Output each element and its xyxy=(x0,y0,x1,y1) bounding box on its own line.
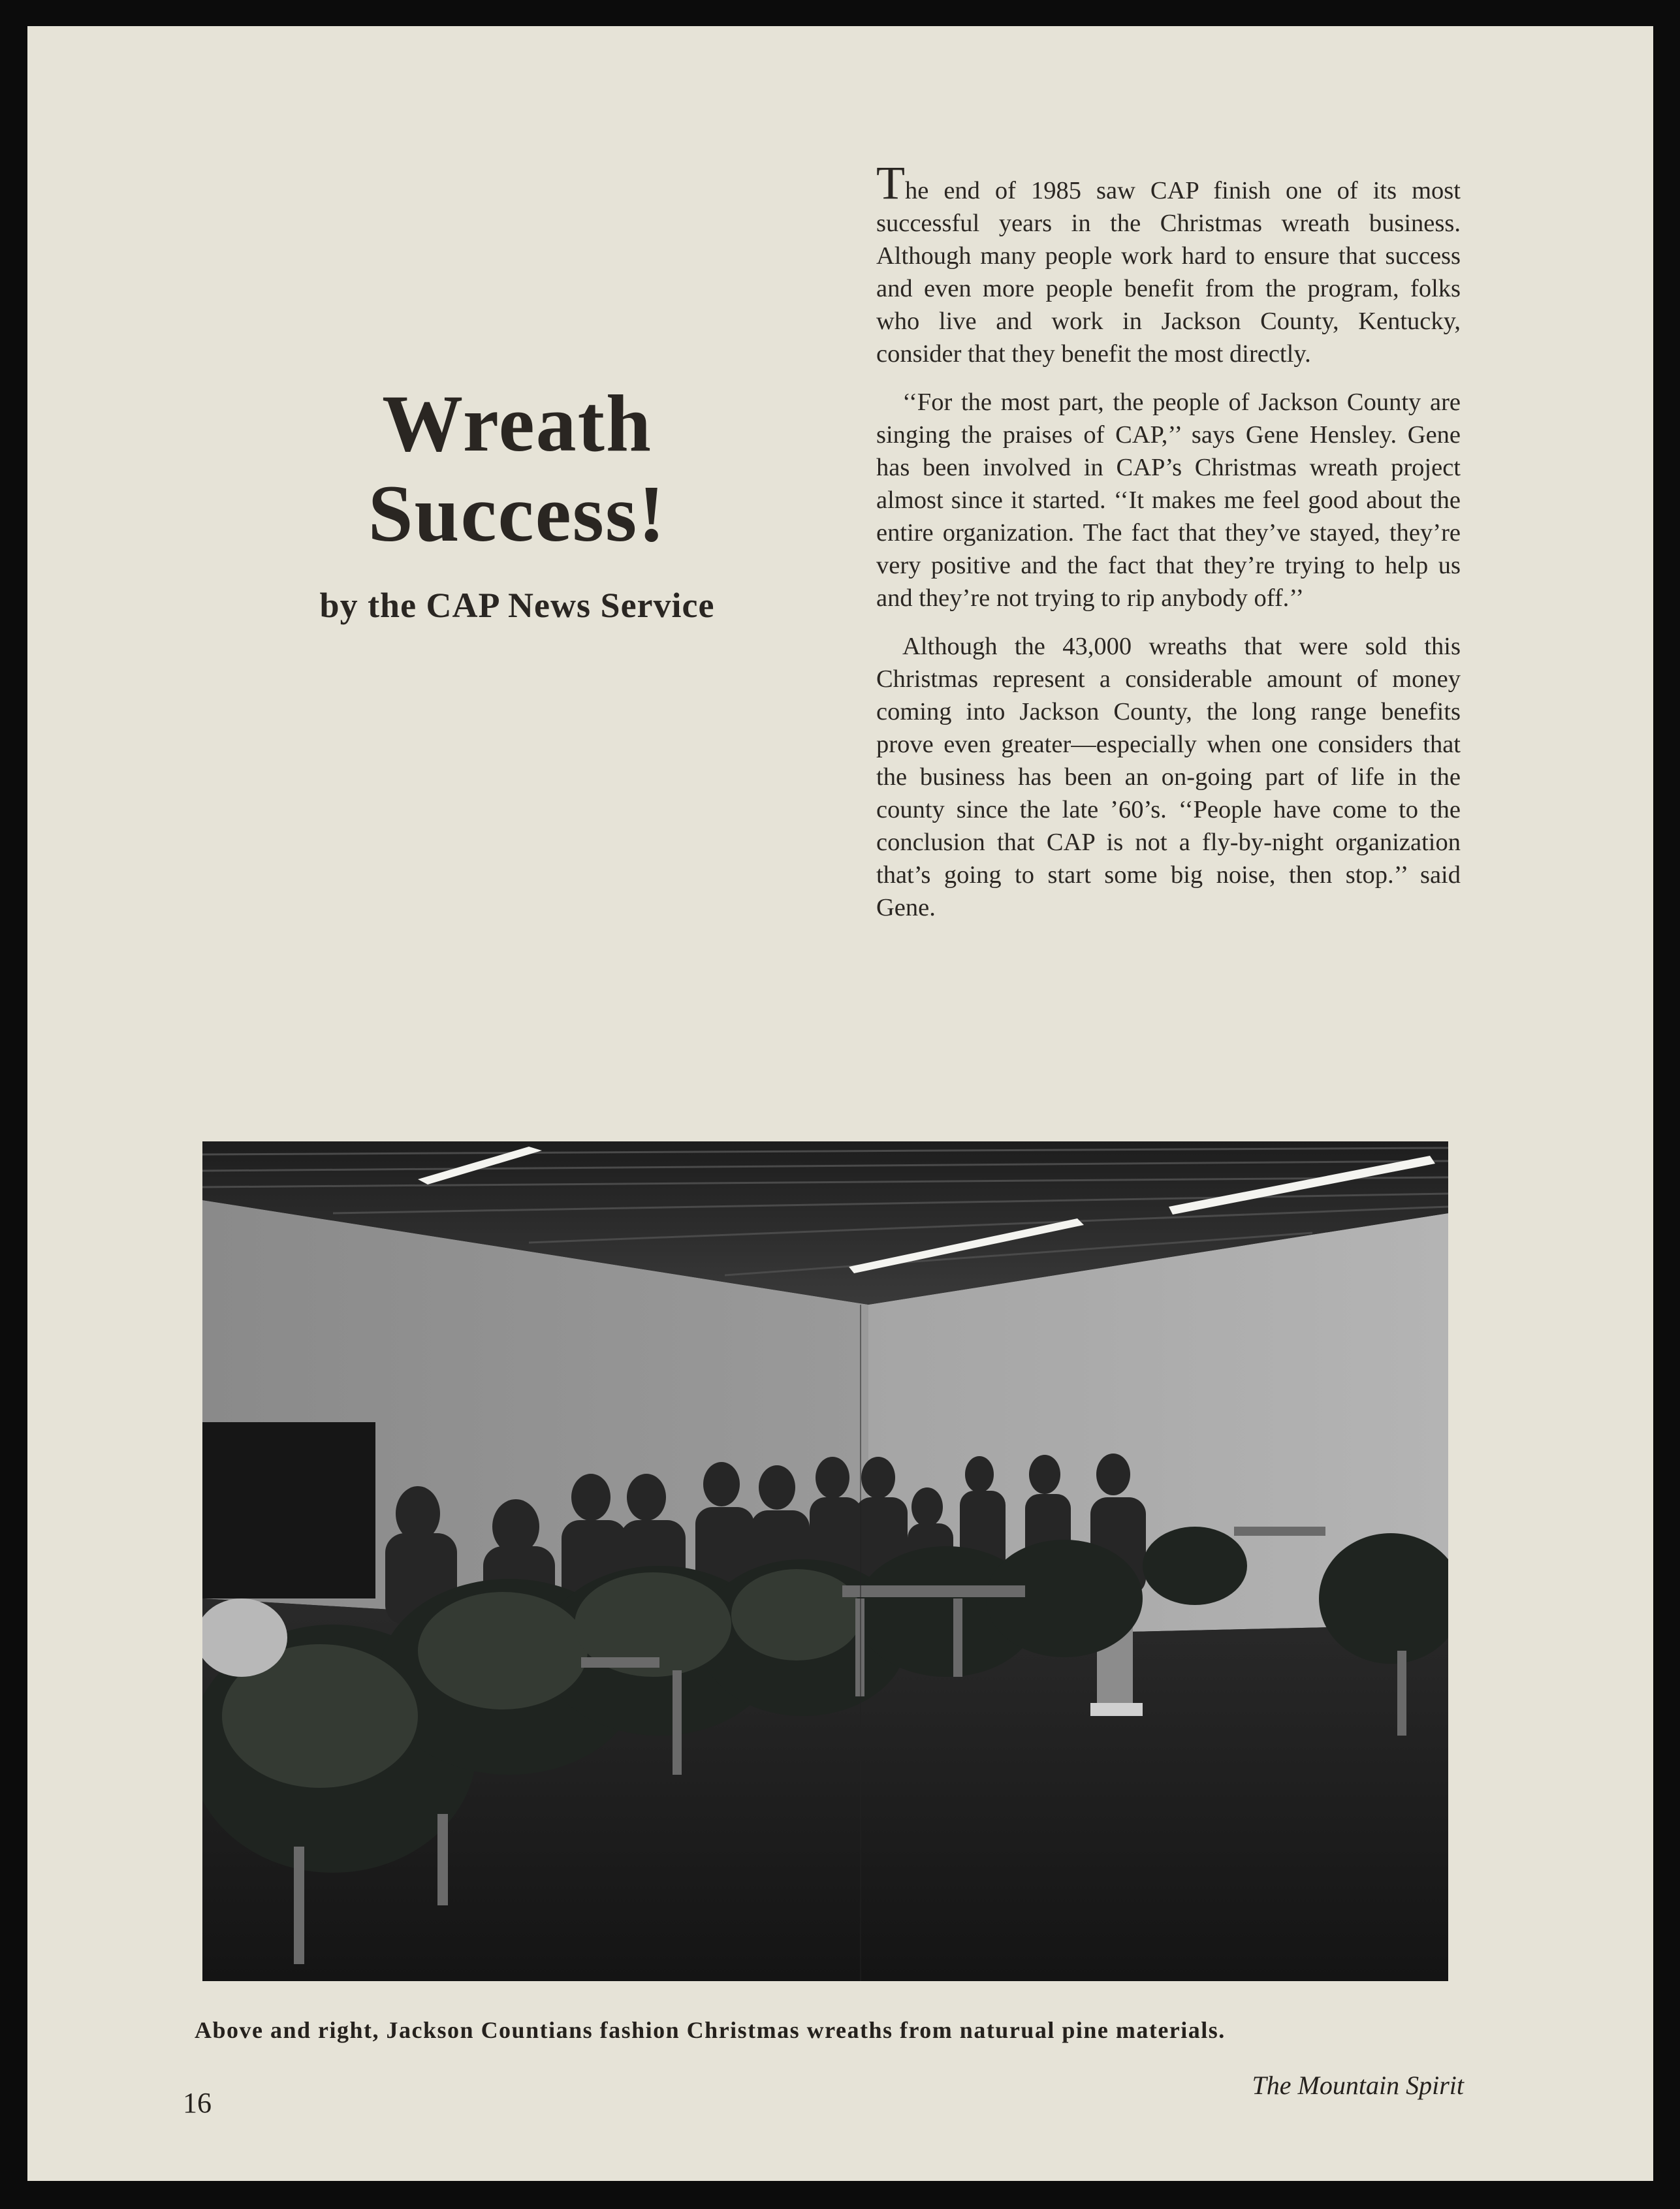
drop-cap: T xyxy=(876,157,905,209)
article-paragraph-1 xyxy=(876,157,1461,370)
wreath-workshop-photo xyxy=(202,1141,1448,1981)
photo-illustration xyxy=(202,1141,1448,1981)
article-paragraph-1-text: he end of 1985 saw CAP finish one of its most successful years in the Christmas wreath business. Although many people work hard to ensure that success and even more people benefit from the program, folks who live and work in Jackson County, Kentucky, consider that they benefit the most directly. xyxy=(876,177,1461,368)
publication-name: The Mountain Spirit xyxy=(1252,2071,1464,2100)
article-paragraph-2: ‘‘For the most part, the people of Jackson County are singing the praises of CAP,’’ says Gene Hensley. Gene has been involved in CAP’s Christmas wreath project almost since it started. ‘‘It makes me feel good about the entire organization. The fact that they’ve stayed, they’re very positive and the fact that they’re trying to help us and they’re not trying to rip anybody off.’’ xyxy=(876,389,1461,612)
headline-line-1: Wreath xyxy=(382,379,652,468)
headline-block xyxy=(223,379,811,626)
headline-line-2: Success! xyxy=(368,469,667,558)
byline: by the CAP News Service xyxy=(319,586,715,625)
photo-caption: Above and right, Jackson Countians fashion Christmas wreaths from naturual pine materials. xyxy=(195,2017,1226,2043)
headline xyxy=(223,379,811,559)
magazine-page xyxy=(27,26,1653,2181)
page-number: 16 xyxy=(183,2087,212,2119)
article-body xyxy=(876,157,1461,940)
article-paragraph-3: Although the 43,000 wreaths that were sold this Christmas represent a considerable amount of money coming into Jackson County, the long range benefits prove even greater—especially when one considers that the business has been an on-going part of life in the county since the late ’60’s. ‘‘People have come to the conclusion that CAP is not a fly-by-night organization that’s going to start some big noise, then stop.’’ said Gene. xyxy=(876,633,1461,921)
